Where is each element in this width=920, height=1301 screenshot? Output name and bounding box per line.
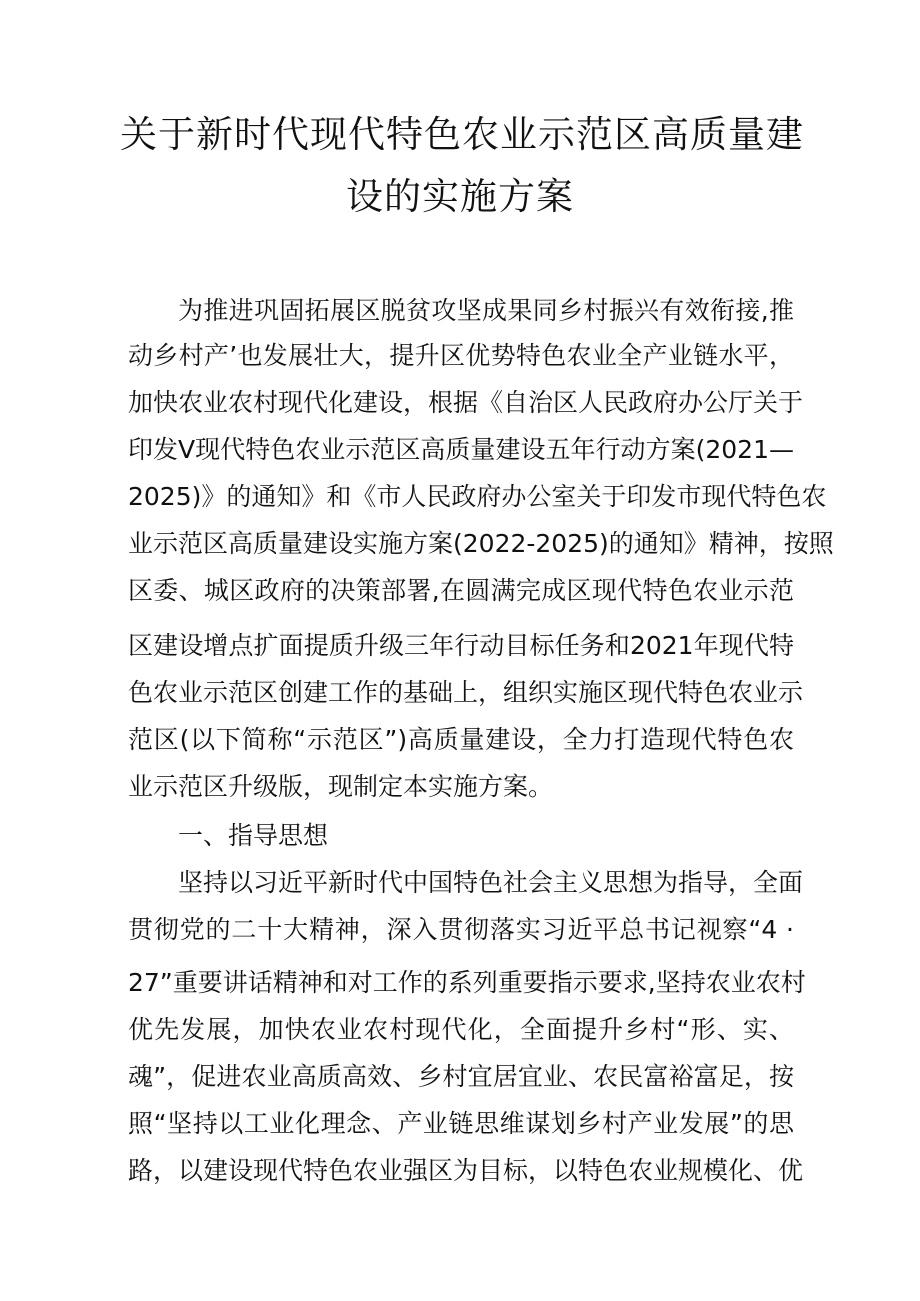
paragraph-1-line-7: 区委、城区政府的决策部署,在圆满完成区现代特色农业示范 <box>128 576 794 605</box>
paragraph-1-line-9: 色农业示范区创建工作的基础上，组织实施区现代特色农业示 <box>128 678 804 707</box>
paragraph-1-line-3: 加快农业农村现代化建设，根据《自治区人民政府办公厅关于 <box>128 388 804 417</box>
document-title-line-2: 设的实施方案 <box>346 175 574 218</box>
paragraph-1-line-6: 业示范区高质量建设实施方案(2022-2025)的通知》精神，按照 <box>128 529 834 558</box>
paragraph-2-line-1: 坚持以习近平新时代中国特色社会主义思想为指导，全面 <box>178 868 804 897</box>
paragraph-2-line-2: 贯彻党的二十大精神，深入贯彻落实习近平总书记视察“4 · <box>128 915 794 944</box>
paragraph-2-line-5: 魂”，促进农业高质高效、乡村宜居宜业、农民富裕富足，按 <box>128 1062 794 1091</box>
paragraph-1-line-2: 动乡村产’也发展壮大，提升区优势特色农业全产业链水平， <box>128 341 794 370</box>
paragraph-1-line-10: 范区(以下简称“示范区”)高质量建设，全力打造现代特色农 <box>128 725 794 754</box>
paragraph-1-line-4: 印发V现代特色农业示范区高质量建设五年行动方案(2021— <box>128 435 794 464</box>
paragraph-1-line-1: 为推进巩固拓展区脱贫攻坚成果同乡村振兴有效衔接,推 <box>178 296 794 325</box>
paragraph-2-line-6: 照“坚持以工业化理念、产业链思维谋划乡村产业发展”的思 <box>128 1109 794 1138</box>
paragraph-2-line-7: 路，以建设现代特色农业强区为目标，以特色农业规模化、优 <box>128 1156 804 1185</box>
paragraph-1-line-11: 业示范区升级版，现制定本实施方案。 <box>128 772 554 801</box>
section-1-heading: 一、指导思想 <box>178 821 329 850</box>
paragraph-1-line-8: 区建设增点扩面提质升级三年行动目标任务和2021年现代特 <box>128 631 794 660</box>
paragraph-1-line-5: 2025)》的通知》和《市人民政府办公室关于印发市现代特色农 <box>128 482 827 511</box>
paragraph-2-line-3: 27”重要讲话精神和对工作的系列重要指示要求,坚持农业农村 <box>128 968 806 997</box>
document-title-line-1: 关于新时代现代特色农业示范区高质量建 <box>120 113 804 156</box>
paragraph-2-line-4: 优先发展，加快农业农村现代化，全面提升乡村“形、实、 <box>128 1015 794 1044</box>
